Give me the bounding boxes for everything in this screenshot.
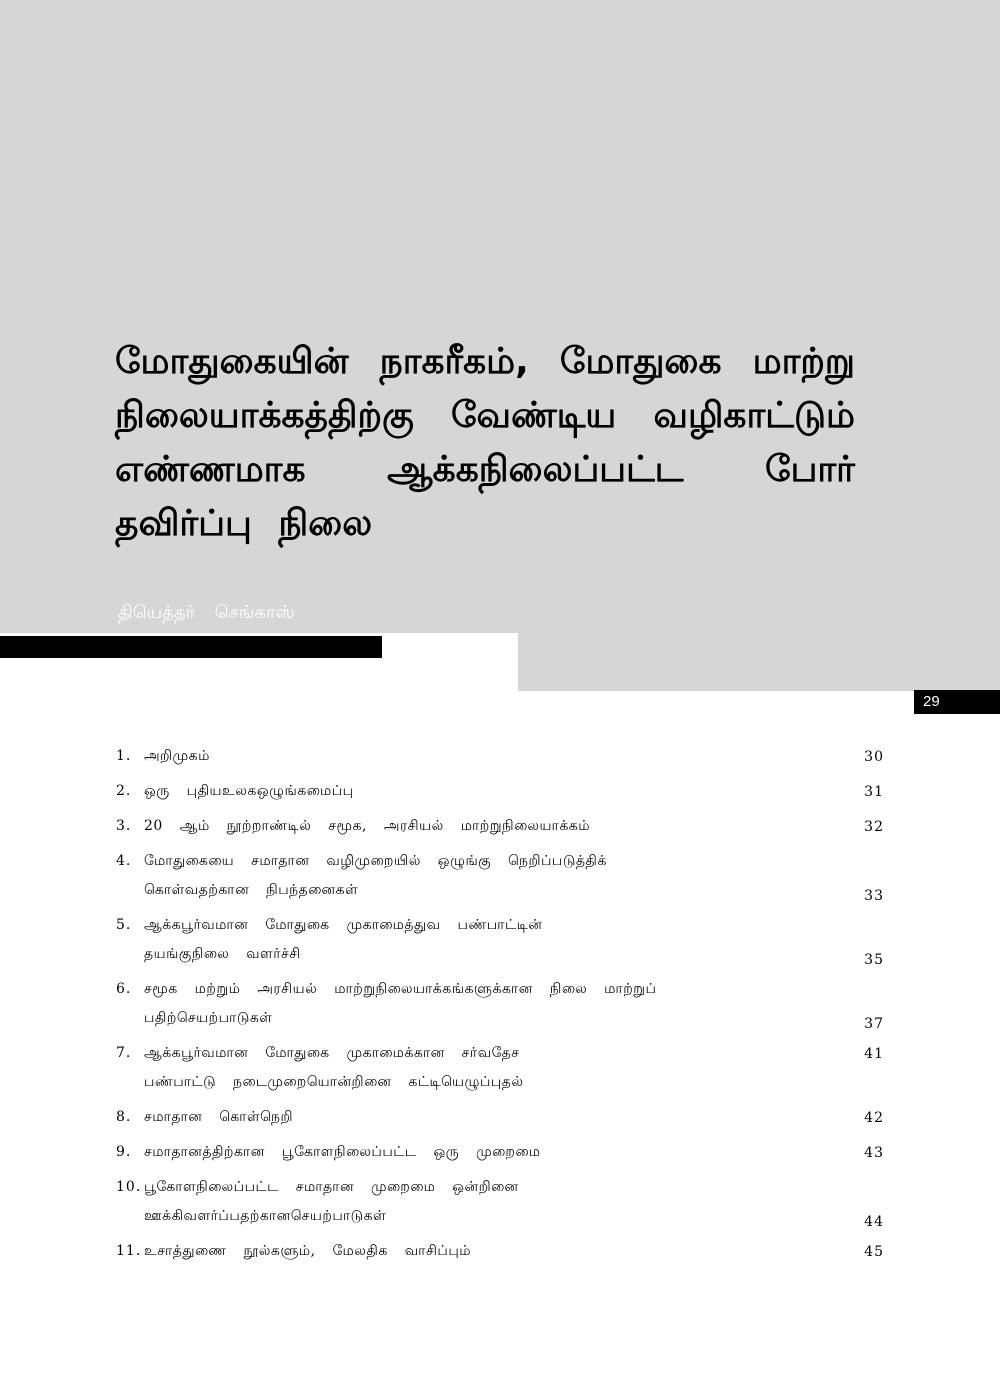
chapter-author: தியெத்தர் செங்காஸ் (118, 602, 295, 623)
toc-entry-text: உசாத்துணை நூல்களும், மேலதிக வாசிப்பும் (144, 1243, 472, 1259)
toc-entry-page-number: 43 (864, 1145, 884, 1161)
toc-entry[interactable] (116, 1103, 884, 1138)
toc-entry-text: 20 ஆம் நூற்றாண்டில் சமூக, அரசியல் மாற்றுநிலையாக்கம் (144, 818, 590, 834)
toc-entry-page-number: 42 (864, 1110, 884, 1126)
toc-entry-number: 4. (116, 853, 132, 869)
table-of-contents (116, 742, 884, 1272)
toc-entry[interactable] (116, 812, 884, 847)
toc-entry-number: 3. (116, 818, 132, 834)
toc-entry-number: 6. (116, 981, 132, 997)
toc-entry-number: 1. (116, 748, 132, 764)
toc-entry-text: ஆக்கபூர்வமான மோதுகை முகாமைத்துவ பண்பாட்டின் (144, 917, 543, 933)
toc-entry[interactable] (116, 777, 884, 812)
toc-entry-number: 7. (116, 1045, 132, 1061)
toc-entry-title (116, 1173, 834, 1202)
toc-entry-number: 5. (116, 917, 132, 933)
toc-entry-title (116, 975, 834, 1004)
toc-entry-page-number: 45 (864, 1244, 884, 1260)
toc-entry-page-number: 41 (864, 1046, 884, 1062)
toc-entry-page-number: 30 (864, 749, 884, 765)
toc-entry-title (116, 847, 834, 876)
toc-entry-title (116, 911, 834, 940)
toc-entry[interactable] (116, 1138, 884, 1173)
toc-entry-text: சமாதான கொள்நெறி (144, 1109, 294, 1125)
toc-entry-text: ஊக்கிவளர்ப்பதற்கானசெயற்பாடுகள் (144, 1208, 387, 1224)
chapter-title: மோதுகையின் நாகரீகம், மோதுகை மாற்று நிலையாக்கத்திற்கு வேண்டிய வழிகாட்டும் எண்ணமாக ஆக்கநிலைப்பட்ட போர் தவிர்ப்பு நிலை (115, 341, 855, 544)
toc-entry[interactable] (116, 911, 884, 975)
toc-entry-page-number: 31 (864, 784, 884, 800)
toc-entry-text: ஆக்கபூர்வமான மோதுகை முகாமைக்கான சர்வதேச (144, 1045, 520, 1061)
toc-entry-title (116, 1237, 834, 1266)
toc-entry-number: 2. (116, 783, 132, 799)
toc-entry-text: தயங்குநிலை வளர்ச்சி (144, 946, 301, 962)
toc-entry-title (116, 777, 834, 806)
toc-entry-title (116, 1138, 834, 1167)
toc-entry[interactable] (116, 1039, 884, 1103)
toc-entry-text: பதிற்செயற்பாடுகள் (144, 1010, 273, 1026)
toc-entry[interactable] (116, 742, 884, 777)
toc-entry-page-number: 33 (864, 888, 884, 904)
toc-entry-title (116, 1103, 834, 1132)
toc-entry-title-continued (116, 1202, 834, 1231)
toc-entry-text: சமாதானத்திற்கான பூகோளநிலைப்பட்ட ஒரு முறைமை (144, 1144, 541, 1160)
toc-entry-text: கொள்வதற்கான நிபந்தனைகள் (144, 882, 359, 898)
toc-entry[interactable] (116, 1237, 884, 1272)
toc-entry-page-number: 44 (864, 1214, 884, 1230)
decorative-black-bar (0, 636, 382, 658)
toc-entry-title (116, 742, 834, 771)
toc-entry-number: 8. (116, 1109, 132, 1125)
toc-entry[interactable] (116, 847, 884, 911)
toc-entry-text: அறிமுகம் (144, 748, 210, 764)
toc-entry-page-number: 32 (864, 819, 884, 835)
toc-entry-text: சமூக மற்றும் அரசியல் மாற்றுநிலையாக்கங்களுக்கான நிலை மாற்றுப் (144, 981, 657, 997)
toc-entry-title (116, 1039, 834, 1068)
toc-entry-title (116, 812, 834, 841)
toc-entry-title-continued (116, 940, 834, 969)
toc-entry-page-number: 37 (864, 1016, 884, 1032)
toc-entry[interactable] (116, 975, 884, 1039)
toc-entry-number: 11. (116, 1243, 142, 1259)
toc-entry[interactable] (116, 1173, 884, 1237)
toc-entry-text: ஒரு புதியஉலகஒழுங்கமைப்பு (144, 783, 354, 799)
toc-entry-title-continued (116, 1004, 834, 1033)
toc-entry-title-continued (116, 876, 834, 905)
toc-entry-page-number: 35 (864, 952, 884, 968)
toc-entry-text: பண்பாட்டு நடைமுறையொன்றினை கட்டியெழுப்புதல் (144, 1074, 524, 1090)
toc-entry-title-continued (116, 1068, 834, 1097)
toc-entry-number: 10. (116, 1179, 142, 1195)
toc-entry-text: பூகோளநிலைப்பட்ட சமாதான முறைமை ஒன்றினை (144, 1179, 519, 1195)
toc-entry-text: மோதுகையை சமாதான வழிமுறையில் ஒழுங்கு நெறிப்படுத்திக் (144, 853, 607, 869)
page-number-tab: 29 (914, 690, 1000, 714)
toc-entry-number: 9. (116, 1144, 132, 1160)
header-band-extension (518, 633, 1000, 691)
